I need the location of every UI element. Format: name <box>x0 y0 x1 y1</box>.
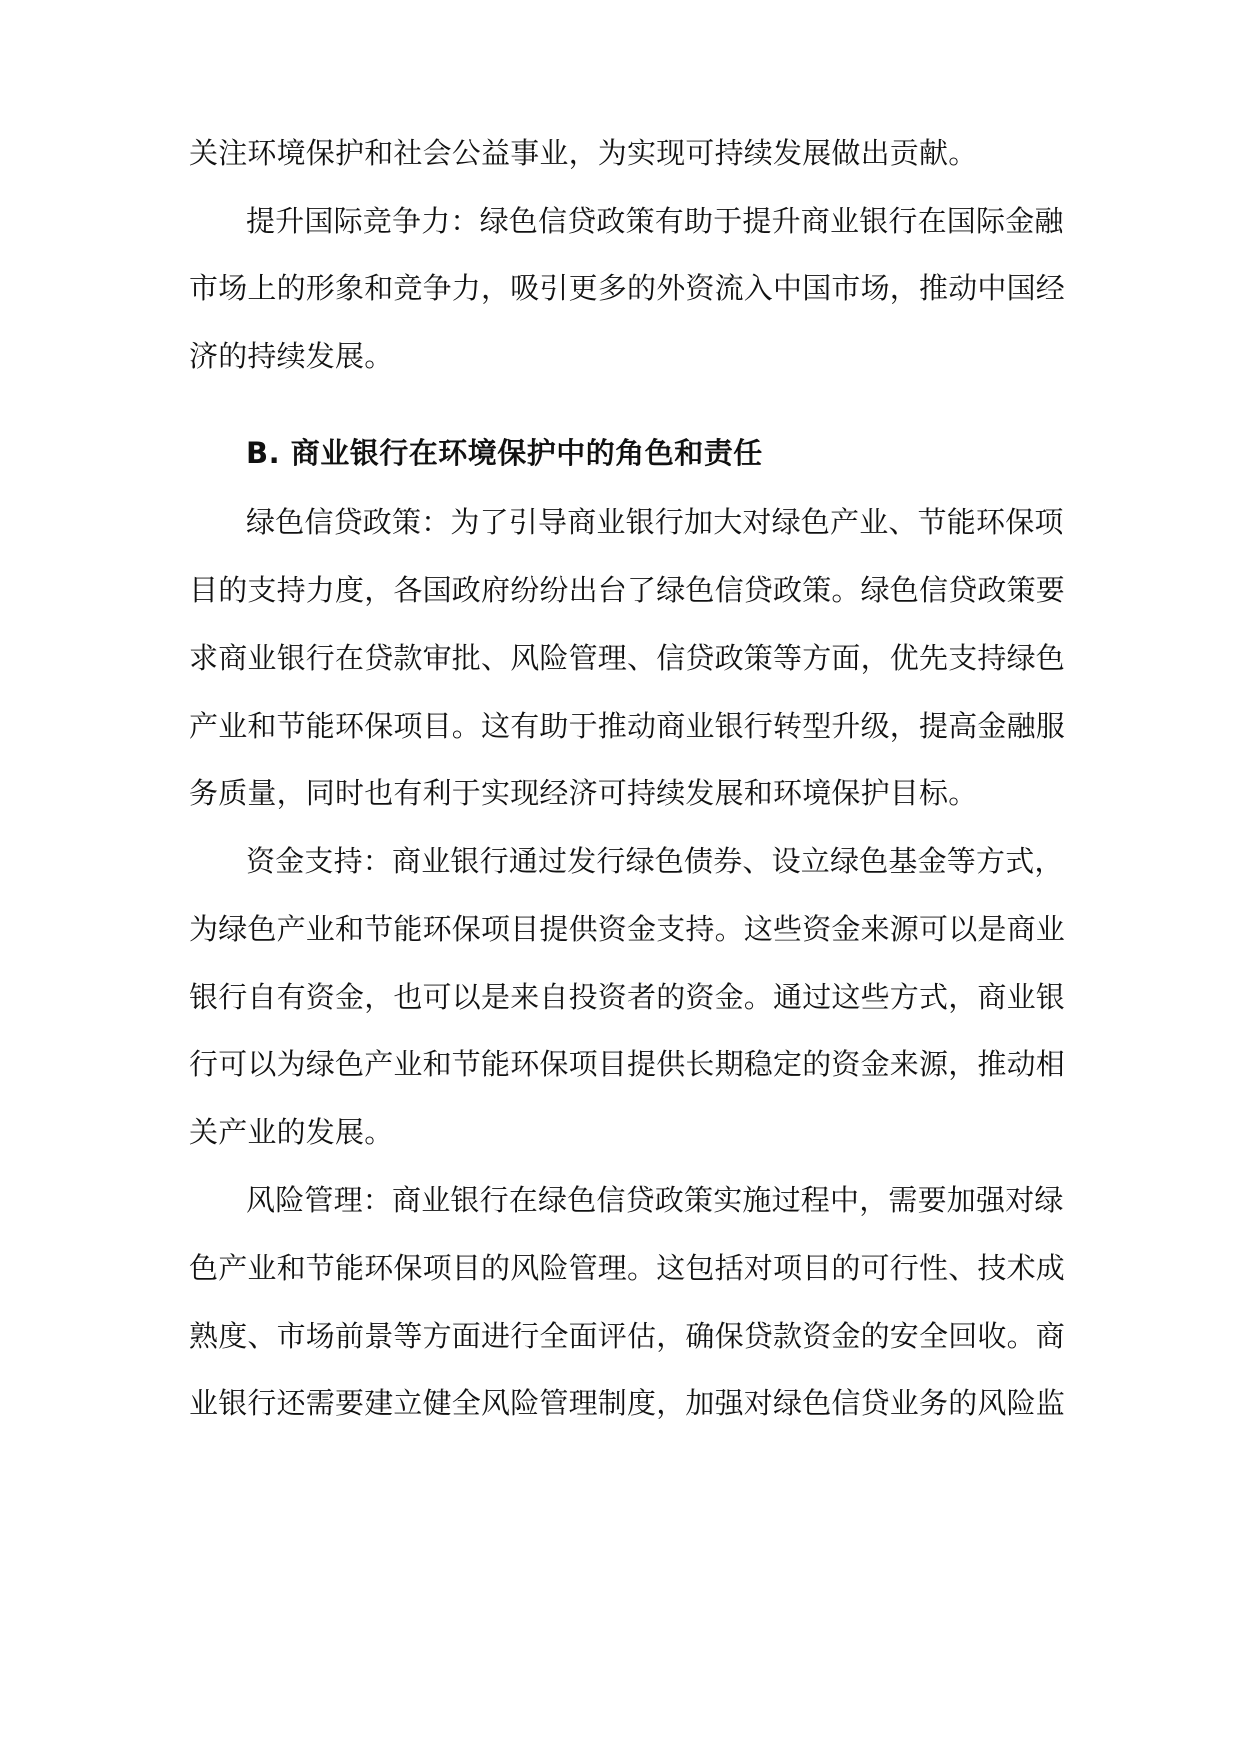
paragraph-line: 目的支持力度，各国政府纷纷出台了绿色信贷政策。绿色信贷政策要 <box>189 573 1066 607</box>
paragraph-line: 资金支持：商业银行通过发行绿色债券、设立绿色基金等方式， <box>246 844 1064 878</box>
paragraph-line: 行可以为绿色产业和节能环保项目提供长期稳定的资金来源，推动相 <box>189 1047 1066 1081</box>
paragraph-line: 为绿色产业和节能环保项目提供资金支持。这些资金来源可以是商业 <box>189 912 1066 946</box>
paragraph-line: 绿色信贷政策：为了引导商业银行加大对绿色产业、节能环保项 <box>246 505 1064 539</box>
paragraph-line: 银行自有资金，也可以是来自投资者的资金。通过这些方式，商业银 <box>189 980 1066 1014</box>
paragraph-line: 业银行还需要建立健全风险管理制度，加强对绿色信贷业务的风险监 <box>189 1386 1066 1420</box>
paragraph-line: 色产业和节能环保项目的风险管理。这包括对项目的可行性、技术成 <box>189 1251 1066 1285</box>
paragraph-line: 关产业的发展。 <box>189 1115 394 1149</box>
paragraph-line: 市场上的形象和竞争力，吸引更多的外资流入中国市场，推动中国经 <box>189 271 1066 305</box>
paragraph-line: 济的持续发展。 <box>189 339 394 373</box>
paragraph-line: 产业和节能环保项目。这有助于推动商业银行转型升级，提高金融服 <box>189 709 1066 743</box>
paragraph-line: 务质量，同时也有利于实现经济可持续发展和环境保护目标。 <box>189 776 978 810</box>
section-heading: B. 商业银行在环境保护中的角色和责任 <box>246 436 763 470</box>
paragraph-line: 风险管理：商业银行在绿色信贷政策实施过程中，需要加强对绿 <box>246 1183 1064 1217</box>
paragraph-line: 熟度、市场前景等方面进行全面评估，确保贷款资金的安全回收。商 <box>189 1319 1066 1353</box>
paragraph-line: 求商业银行在贷款审批、风险管理、信贷政策等方面，优先支持绿色 <box>189 641 1066 675</box>
paragraph-line: 关注环境保护和社会公益事业，为实现可持续发展做出贡献。 <box>189 136 978 170</box>
paragraph-line: 提升国际竞争力：绿色信贷政策有助于提升商业银行在国际金融 <box>246 204 1064 238</box>
